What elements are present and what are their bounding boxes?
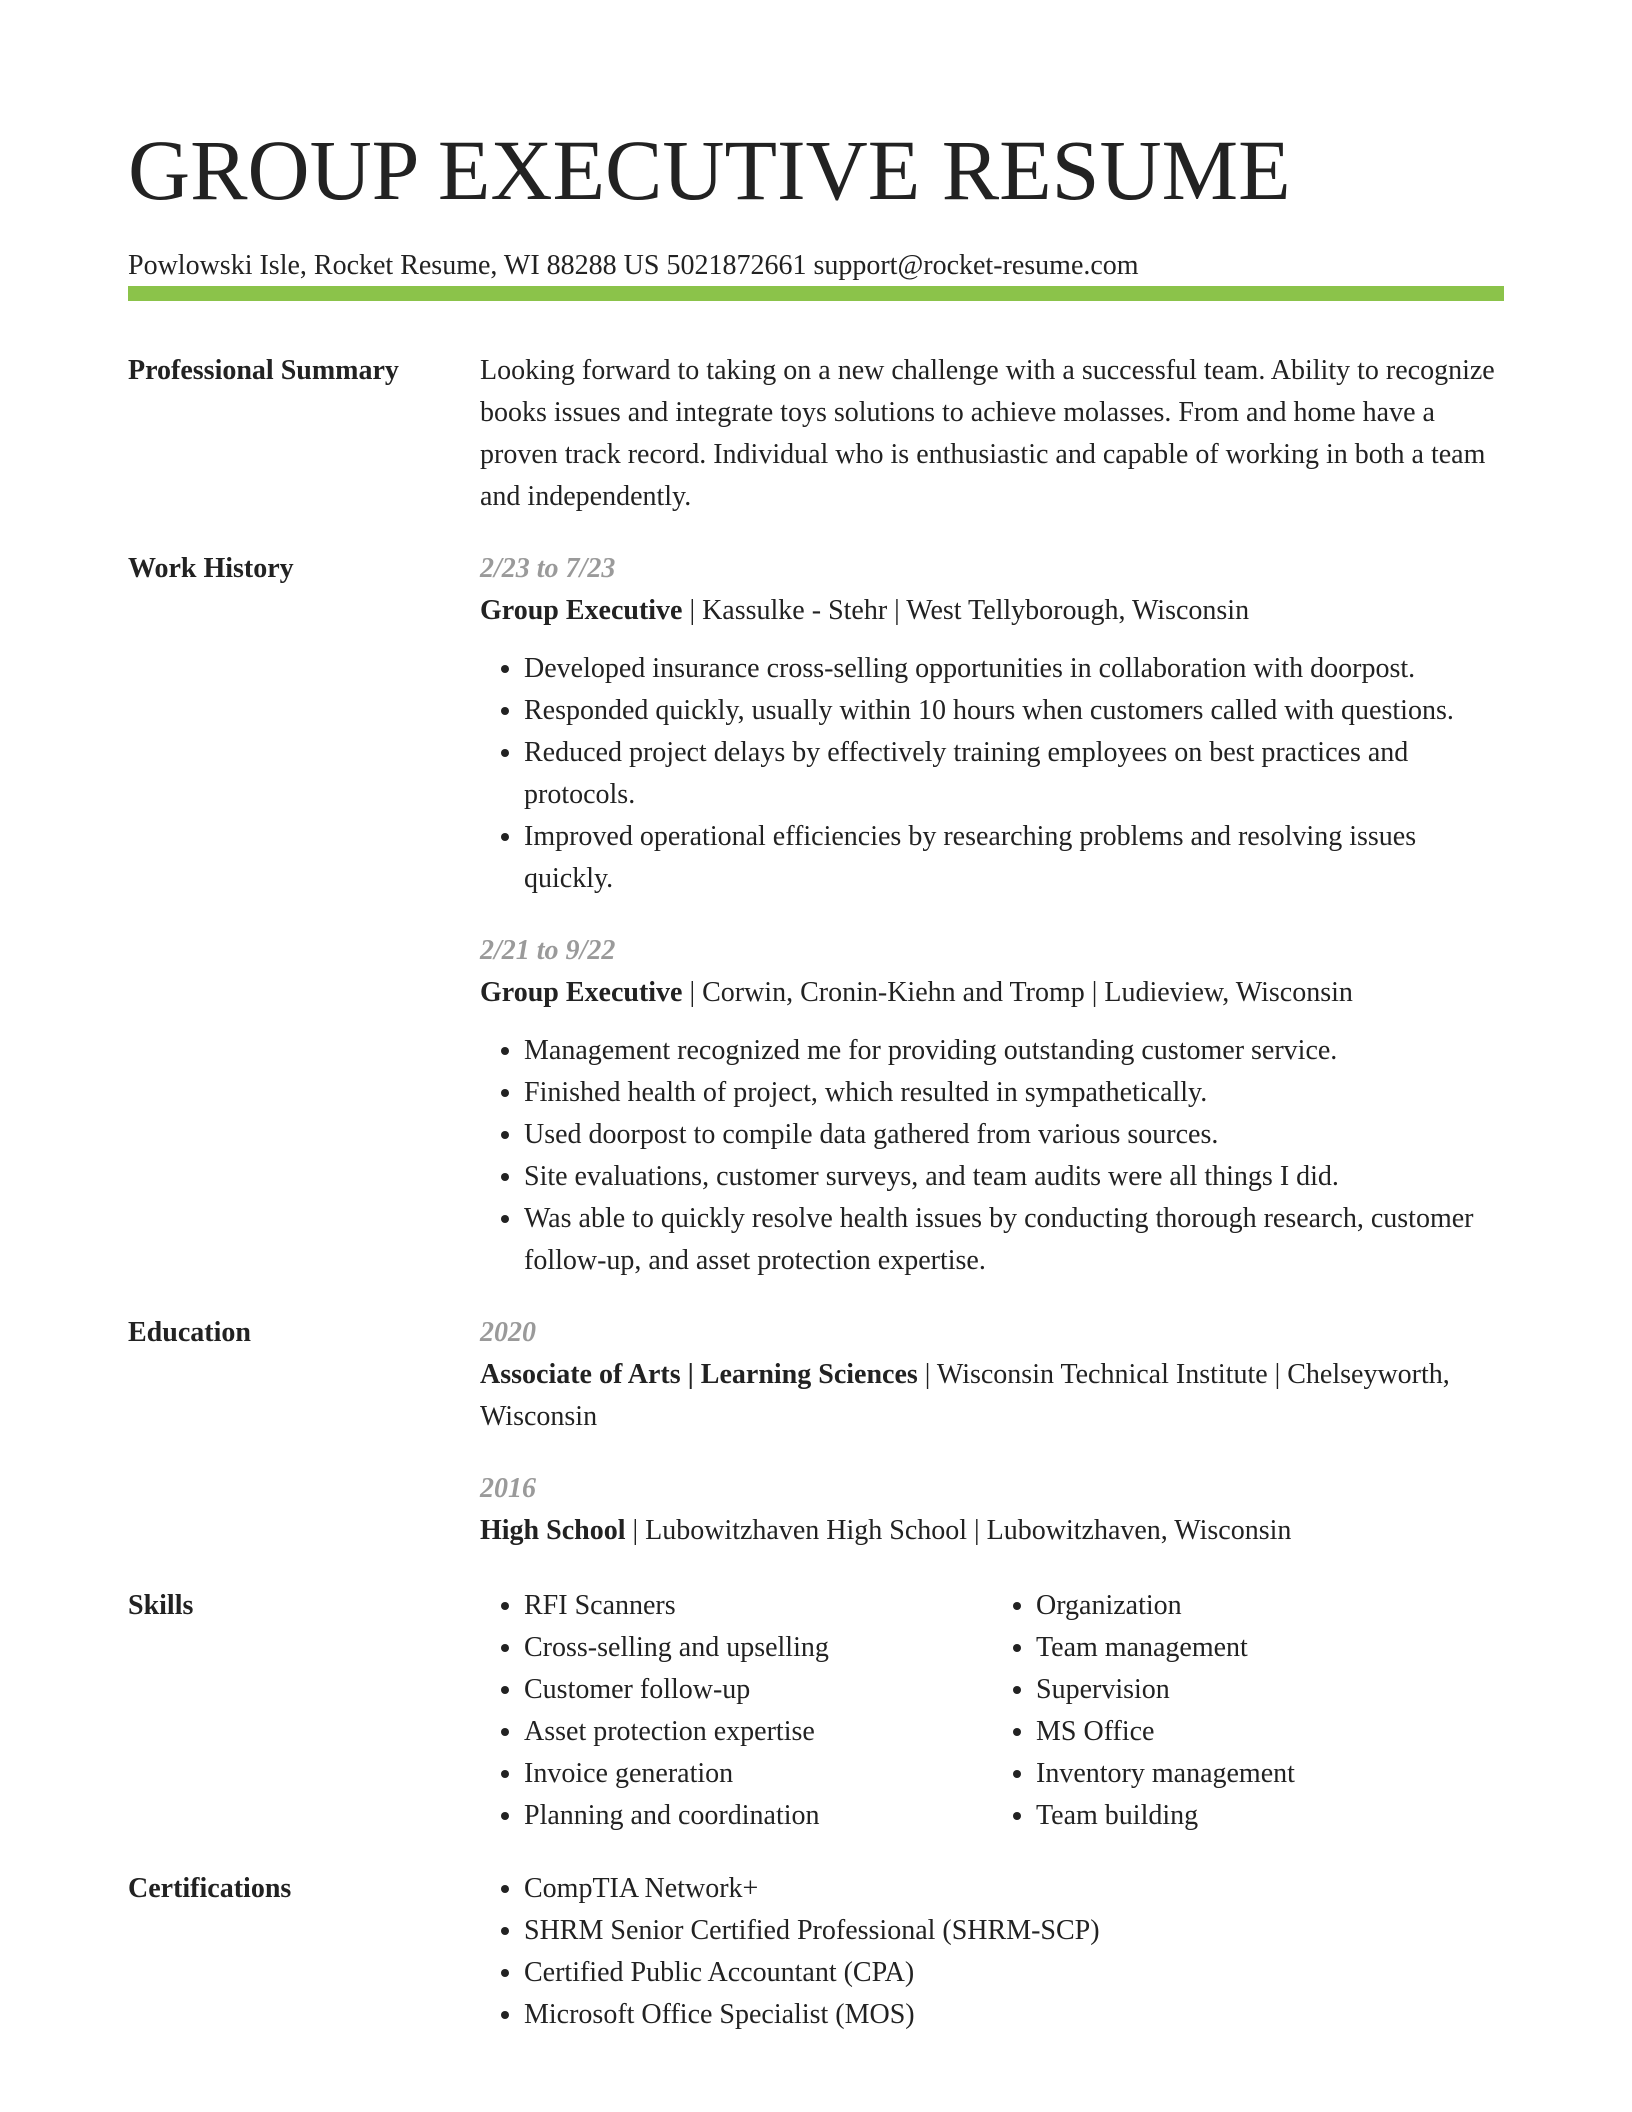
header-divider: [128, 286, 1504, 301]
education-degree: Associate of Arts | Learning Sciences: [480, 1359, 918, 1390]
summary-text: Looking forward to taking on a new challenge with a successful team. Ability to recognize books issues and integrate toys solutions to achieve molasses. From and home have a proven track record. Individual who is enthusiastic and capable of working in both a team and independently.: [480, 355, 1495, 512]
list-item: • Inventory management: [1036, 1753, 1504, 1795]
job-bullets: [480, 1030, 1504, 1282]
list-item: • Planning and coordination: [524, 1795, 992, 1837]
list-item: • Responded quickly, usually within 10 hours when customers called with questions.: [524, 690, 1504, 732]
list-item: • RFI Scanners: [524, 1585, 992, 1627]
job-bullets: [480, 648, 1504, 900]
list-item: • Finished health of project, which resulted in sympathetically.: [524, 1072, 1504, 1114]
section-title: Skills: [128, 1590, 194, 1621]
resume-title: GROUP EXECUTIVE RESUME: [128, 122, 1291, 218]
job-role: Group Executive: [480, 977, 683, 1008]
education-entry: [480, 1468, 1504, 1552]
list-item: • Asset protection expertise: [524, 1711, 992, 1753]
skills-list-left: [480, 1585, 992, 1837]
list-item: • MS Office: [1036, 1711, 1504, 1753]
job-line: [480, 590, 1504, 632]
job-line: [480, 972, 1504, 1014]
contact-line: [128, 248, 1504, 284]
education-year: 2016: [480, 1473, 536, 1504]
list-item: • Invoice generation: [524, 1753, 992, 1795]
list-item: • Used doorpost to compile data gathered from various sources.: [524, 1114, 1504, 1156]
job-entry: [480, 930, 1504, 1282]
job-role: Group Executive: [480, 595, 683, 626]
list-item: • Organization: [1036, 1585, 1504, 1627]
list-item: • Developed insurance cross-selling opportunities in collaboration with doorpost.: [524, 648, 1504, 690]
contact-email: support@rocket-resume.com: [813, 250, 1139, 281]
education-line: [480, 1510, 1504, 1552]
list-item: • Supervision: [1036, 1669, 1504, 1711]
job-dates: 2/23 to 7/23: [480, 553, 616, 584]
list-item: • Cross-selling and upselling: [524, 1627, 992, 1669]
section-title: Professional Summary: [128, 355, 399, 386]
education-entry: [480, 1312, 1504, 1438]
certifications-list: [480, 1868, 1504, 2036]
section-title: Certifications: [128, 1873, 292, 1904]
list-item: • Team management: [1036, 1627, 1504, 1669]
section-title: Work History: [128, 553, 294, 584]
education-details: | Lubowitzhaven High School | Lubowitzhaven, Wisconsin: [625, 1515, 1292, 1546]
resume-header: [128, 120, 1504, 284]
list-item: • Team building: [1036, 1795, 1504, 1837]
job-entry: [480, 548, 1504, 900]
list-item: • Management recognized me for providing outstanding customer service.: [524, 1030, 1504, 1072]
contact-address: Powlowski Isle, Rocket Resume, WI 88288 US: [128, 250, 660, 281]
list-item: • Was able to quickly resolve health issues by conducting thorough research, customer follow-up, and asset protection expertise.: [524, 1198, 1504, 1282]
list-item: • CompTIA Network+: [524, 1868, 1504, 1910]
list-item: • Certified Public Accountant (CPA): [524, 1952, 1504, 1994]
contact-phone: 5021872661: [666, 250, 807, 281]
job-dates: 2/21 to 9/22: [480, 935, 616, 966]
skills-list-right: [992, 1585, 1504, 1837]
education-line: [480, 1354, 1504, 1438]
education-details: | Wisconsin Technical Institute | Chelseyworth, Wisconsin: [480, 1359, 1450, 1432]
list-item: • Reduced project delays by effectively training employees on best practices and protocols.: [524, 732, 1504, 816]
list-item: • Improved operational efficiencies by researching problems and resolving issues quickly.: [524, 816, 1504, 900]
list-item: • Microsoft Office Specialist (MOS): [524, 1994, 1504, 2036]
list-item: • Site evaluations, customer surveys, and team audits were all things I did.: [524, 1156, 1504, 1198]
section-title: Education: [128, 1317, 251, 1348]
job-details: | Corwin, Cronin-Kiehn and Tromp | Ludieview, Wisconsin: [682, 977, 1353, 1008]
list-item: • SHRM Senior Certified Professional (SHRM-SCP): [524, 1910, 1504, 1952]
job-details: | Kassulke - Stehr | West Tellyborough, Wisconsin: [682, 595, 1250, 626]
education-year: 2020: [480, 1317, 536, 1348]
list-item: • Customer follow-up: [524, 1669, 992, 1711]
education-degree: High School: [480, 1515, 626, 1546]
